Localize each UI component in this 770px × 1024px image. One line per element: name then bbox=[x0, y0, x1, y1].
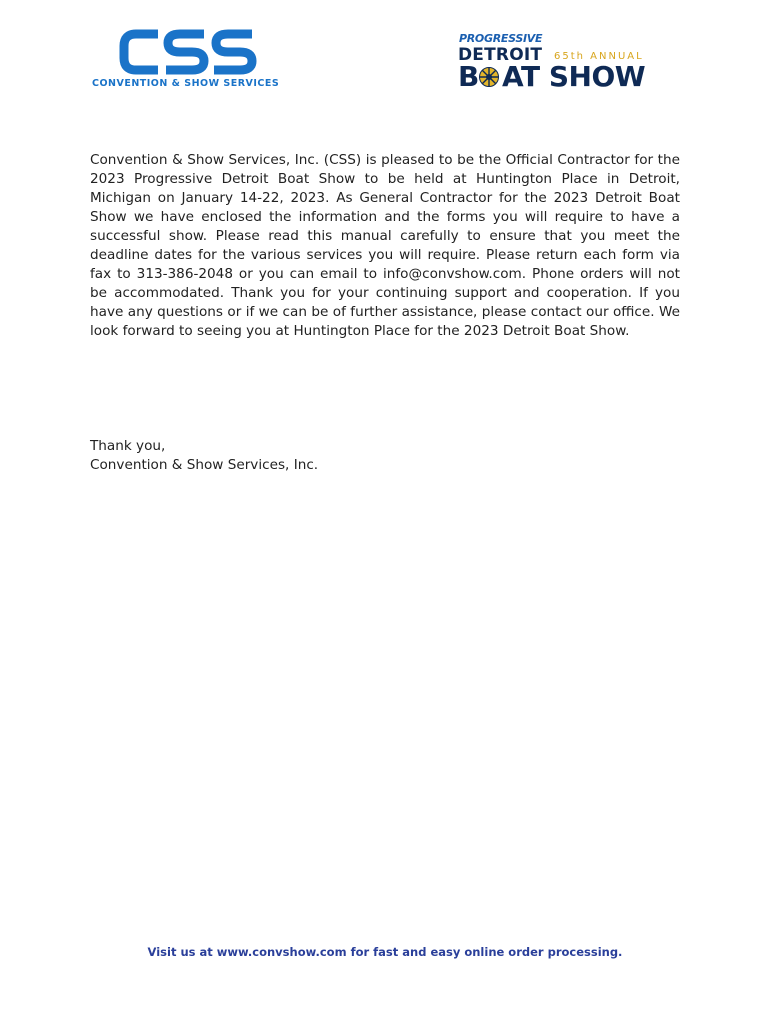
boat-show-city: DETROIT bbox=[458, 45, 543, 65]
ship-wheel-icon bbox=[477, 65, 501, 89]
letter-closing: Thank you, bbox=[90, 438, 166, 454]
boat-show-name-b: B bbox=[458, 60, 480, 93]
css-logo-tagline: CONVENTION & SHOW SERVICES bbox=[92, 78, 280, 89]
footer-note: Visit us at www.convshow.com for fast and easy online order processing. bbox=[147, 945, 623, 959]
letter-body: Convention & Show Services, Inc. (CSS) is pleased to be the Official Contractor for the 2023 Progressive Detroit Boat Show to be held at Huntington Place in Detroit, Michigan on January 14-22, 2023. As General Contractor for the 2023 Detroit Boat Show we have enclosed the information and the forms you will require to have a successful show. Please read this manual carefully to ensure that you meet the deadline dates for the various services you will require. Please return each form via fax to 313-386-2048 or you can email to info@convshow.com. Phone orders will not be accommodated. Thank you for your continuing support and cooperation. If you have any questions or if we can be of further assistance, please contact our office. We look forward to seeing you at Huntington Place for the 2023 Detroit Boat Show. bbox=[90, 152, 680, 339]
letter-signature: Convention & Show Services, Inc. bbox=[90, 457, 319, 473]
boat-show-name-rest: AT SHOW bbox=[502, 60, 646, 93]
boat-show-logo bbox=[456, 32, 656, 96]
css-logo-letters bbox=[118, 28, 258, 76]
boat-show-sponsor: PROGRESSIVE bbox=[459, 32, 543, 45]
letter-closing-block bbox=[90, 437, 490, 475]
css-logo bbox=[92, 28, 288, 94]
boat-show-edition: 65th ANNUAL bbox=[554, 51, 644, 62]
